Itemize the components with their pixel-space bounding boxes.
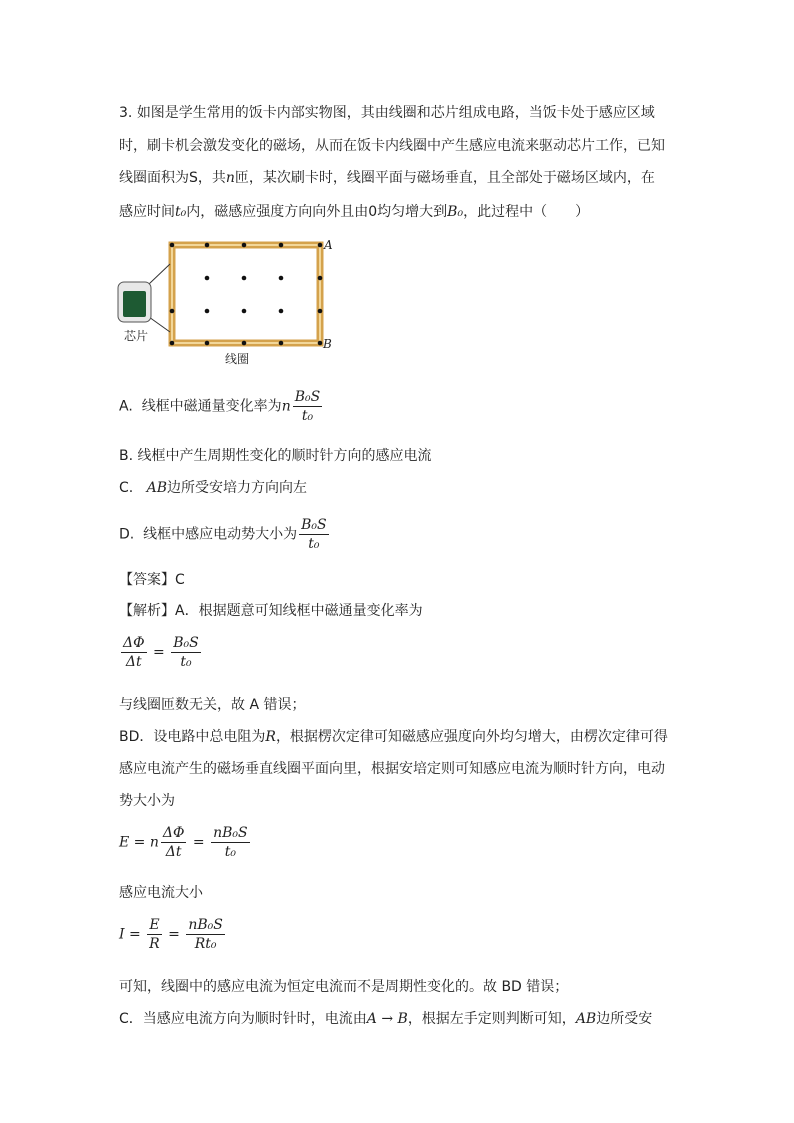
analysis-text: C．当感应电流方向为顺时针时，电流由	[119, 1011, 367, 1027]
fraction-numerator: B₀S	[301, 517, 327, 533]
analysis-line-4: 感应电流产生的磁场垂直线圈平面向里，根据安培定则可知感应电流为顺时针方向，电动	[119, 761, 665, 777]
field-dot	[242, 309, 247, 314]
stem-text: 均匀增大到	[377, 204, 448, 220]
question-line-4	[119, 202, 589, 222]
label-B: B	[323, 337, 332, 351]
math-B0: B₀	[447, 204, 464, 220]
analysis-line-8	[119, 1009, 652, 1029]
analysis-line-5: 势大小为	[119, 793, 175, 809]
fraction-dPhi-dt	[161, 824, 187, 861]
analysis-line-7: 可知，线圈中的感应电流为恒定电流而不是周期性变化的。故 BD 错误；	[119, 979, 569, 995]
analysis-line-6: 感应电流大小	[119, 885, 203, 901]
field-dot	[318, 276, 323, 281]
coil-highlight	[172, 245, 320, 343]
analysis-line-3	[119, 727, 668, 747]
field-dot	[242, 243, 247, 248]
fraction-numerator: E	[147, 916, 162, 935]
stem-text: 内，磁感应强度方向向外且由	[186, 204, 369, 220]
chip-lead-bottom	[149, 317, 170, 332]
analysis-text: 边所受安	[596, 1011, 653, 1027]
field-dot	[279, 243, 284, 248]
stem-text: 匝，某次刷卡时，线圈平面与磁场垂直，且全部处于磁场区域内，在	[234, 170, 655, 186]
chip-lead-top	[149, 264, 170, 284]
fraction-nB0S-t0	[211, 824, 250, 861]
fraction-numerator: ΔΦ	[123, 635, 145, 651]
option-D-prefix: D.	[119, 526, 135, 543]
question-line-1	[119, 103, 655, 123]
equals-sign: =	[168, 926, 180, 943]
question-line-2: 时，刷卡机会激发变化的磁场，从而在饭卡内线圈中产生感应电流来驱动芯片工作，已知	[119, 138, 665, 154]
question-stem-1: 如图是学生常用的饭卡内部实物图，其由线圈和芯片组成电路，当饭卡处于感应区域	[136, 105, 655, 121]
stem-text: S，共	[189, 170, 226, 186]
label-A: A	[324, 238, 333, 252]
field-dot	[170, 341, 175, 346]
field-dot	[205, 243, 210, 248]
field-dots	[170, 243, 323, 346]
fraction-denominator: t₀	[301, 408, 314, 424]
fraction-denominator: R	[149, 936, 160, 952]
analysis-line-2: 与线圈匝数无关，故 A 错误；	[119, 697, 306, 713]
emf-lhs: E = n	[119, 834, 159, 851]
field-dot	[205, 276, 210, 281]
field-dot	[279, 309, 284, 314]
fraction-denominator: Δt	[125, 654, 142, 670]
fraction-denominator: Δt	[165, 844, 182, 860]
option-B: B. 线框中产生周期性变化的顺时针方向的感应电流	[119, 448, 432, 464]
fraction-denominator: t₀	[308, 536, 320, 552]
option-A-prefix: A.	[119, 398, 133, 415]
chip-core	[123, 291, 146, 317]
math-n: n	[225, 170, 235, 186]
field-dot	[318, 243, 323, 248]
stem-text: 感应时间	[119, 204, 175, 220]
field-dot	[205, 309, 210, 314]
math-AB: AB	[575, 1011, 597, 1027]
math-t0: t₀	[175, 204, 187, 220]
field-dot	[242, 276, 247, 281]
option-A-text: 线框中磁通量变化率为	[141, 398, 282, 415]
option-C-prefix: C.	[119, 480, 134, 496]
math-R: R	[265, 729, 276, 745]
field-dot	[279, 276, 284, 281]
equation-emf	[119, 824, 252, 861]
fraction-numerator: B₀S	[173, 635, 199, 651]
equation-current	[119, 916, 227, 953]
analysis-text: ，根据左手定则判断可知，	[407, 1011, 576, 1027]
fraction-numerator: nB₀S	[213, 825, 248, 841]
fraction-nB0S-Rt0	[186, 916, 225, 953]
field-dot	[170, 243, 175, 248]
label-chip: 芯片	[124, 329, 149, 343]
field-dot	[279, 341, 284, 346]
fraction-denominator: Rt₀	[194, 936, 217, 952]
option-A	[119, 388, 324, 425]
fraction-B0S-t0	[299, 516, 329, 553]
answer: 【答案】C	[119, 572, 185, 588]
fraction-denominator: t₀	[180, 654, 192, 670]
field-dot	[205, 341, 210, 346]
coil-frame	[172, 245, 320, 343]
fraction-numerator: B₀S	[294, 389, 321, 405]
equation-flux-rate	[119, 634, 203, 671]
current-lhs: I =	[119, 926, 141, 943]
option-C-text: 边所受安培力方向向左	[167, 480, 307, 496]
option-C	[119, 478, 307, 498]
label-coil: 线圈	[225, 352, 250, 366]
card-coil-figure	[114, 234, 344, 366]
stem-zero: 0	[368, 204, 378, 220]
option-D-text: 线框中感应电动势大小为	[143, 526, 298, 543]
field-dot	[318, 341, 323, 346]
option-D	[119, 516, 331, 553]
math-A-to-B: A → B	[366, 1011, 408, 1027]
fraction-numerator: ΔΦ	[162, 825, 185, 841]
stem-text: ，此过程中（ ）	[463, 204, 590, 220]
analysis-text: BD．设电路中总电阻为	[119, 729, 266, 745]
fraction-B0S-t0	[293, 388, 323, 425]
math-n: n	[281, 398, 291, 415]
equals-sign: =	[153, 644, 165, 661]
fraction-B0S-t0	[171, 634, 201, 671]
analysis-line-1: 【解析】A．根据题意可知线框中磁通量变化率为	[119, 603, 423, 619]
question-line-3	[119, 168, 655, 188]
field-dot	[170, 309, 175, 314]
field-dot	[318, 309, 323, 314]
analysis-text: ，根据楞次定律可知磁感应强度向外均匀增大，由楞次定律可得	[275, 729, 668, 745]
fraction-E-R	[147, 916, 162, 953]
field-dot	[242, 341, 247, 346]
fraction-dPhi-dt	[121, 634, 147, 671]
fraction-denominator: t₀	[224, 844, 236, 860]
equals-sign: =	[192, 834, 205, 851]
stem-text: 线圈面积为	[119, 170, 189, 186]
fraction-numerator: nB₀S	[188, 917, 223, 933]
question-number: 3.	[119, 105, 133, 121]
math-AB: AB	[146, 480, 167, 496]
